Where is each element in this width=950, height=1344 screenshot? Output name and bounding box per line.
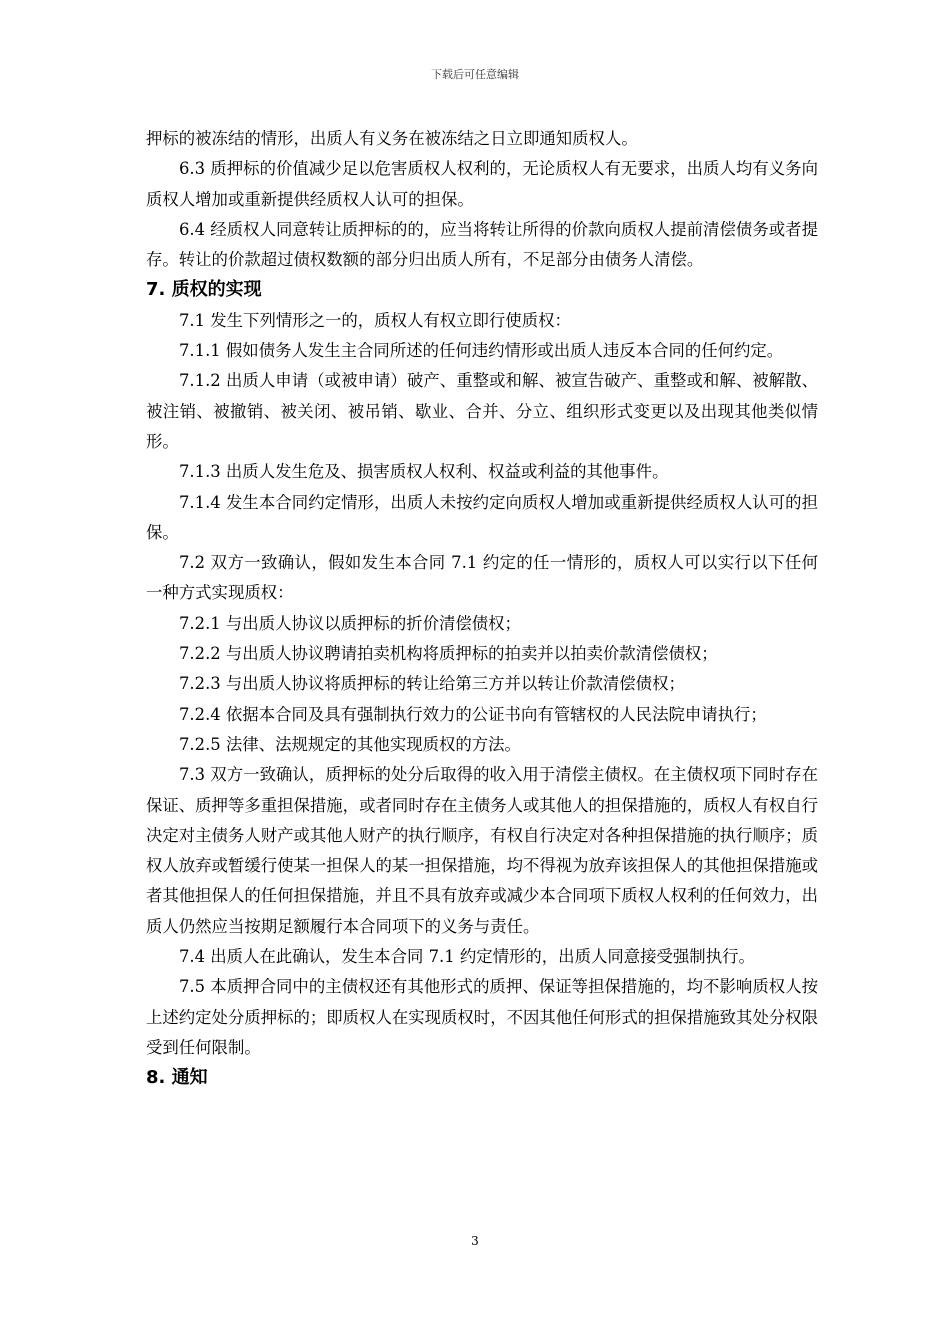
paragraph-7-4: 7.4 出质人在此确认，发生本合同 7.1 约定情形的，出质人同意接受强制执行。 xyxy=(179,947,755,967)
paragraph-6-3: 6.3 质押标的价值减少足以危害质权人权利的，无论质权人有无要求，出质人均有义务向质权人增加或重新提供经质权人认可的担保。 xyxy=(146,159,818,209)
paragraph-7-3: 7.3 双方一致确认，质押标的处分后取得的收入用于清偿主债权。在主债权项下同时存在保证、质押等多重担保措施，或者同时存在主债务人或其他人的担保措施的，质权人有权自行决定对主债务人财产或其他人财产的执行顺序，有权自行决定对各种担保措施的执行顺序；质权人放弃或暂缓行使某一担保人的某一担保措施，均不得视为放弃该担保人的其他担保措施或者其他担保人的任何担保措施，并且不具有放弃或减少本合同项下质权人权利的任何效力，出质人仍然应当按期足额履行本合同项下的义务与责任。 xyxy=(146,765,819,936)
document-body xyxy=(146,124,818,1094)
paragraph-6-2-continuation: 押标的被冻结的情形，出质人有义务在被冻结之日立即通知质权人。 xyxy=(146,129,638,148)
paragraph-7-1-3: 7.1.3 出质人发生危及、损害质权人权利、权益或利益的其他事件。 xyxy=(179,462,669,482)
paragraph-7-5: 7.5 本质押合同中的主债权还有其他形式的质押、保证等担保措施的，均不影响质权人按上述约定处分质押标的；即质权人在实现质权时，不因其他任何形式的担保措施致其处分权限受到任何限制。 xyxy=(146,977,819,1057)
paragraph-6-4: 6.4 经质权人同意转让质押标的的，应当将转让所得的价款向质权人提前清偿债务或者提存。转让的价款超过债权数额的部分归出质人所有，不足部分由债务人清偿。 xyxy=(146,219,818,270)
section-heading-8: 8. 通知 xyxy=(146,1067,208,1089)
section-heading-7: 7. 质权的实现 xyxy=(146,279,262,301)
paragraph-7-1-1: 7.1.1 假如债务人发生主合同所述的任何违约情形或出质人违反本合同的任何约定。 xyxy=(179,341,784,361)
paragraph-7-2: 7.2 双方一致确认，假如发生本合同 7.1 约定的任一情形的，质权人可以实行以下任何一种方式实现质权： xyxy=(146,553,818,603)
paragraph-7-2-5: 7.2.5 法律、法规规定的其他实现质权的方法。 xyxy=(179,734,521,754)
page-number: 3 xyxy=(471,1234,479,1248)
paragraph-7-2-4: 7.2.4 依据本合同及具有强制执行效力的公证书向有管辖权的人民法院申请执行； xyxy=(179,704,767,724)
paragraph-7-2-1: 7.2.1 与出质人协议以质押标的折价清偿债权； xyxy=(179,613,521,633)
page-header: 下载后可任意编辑 xyxy=(431,68,519,81)
paragraph-7-2-3: 7.2.3 与出质人协议将质押标的转让给第三方并以转让价款清偿债权； xyxy=(179,674,685,694)
paragraph-7-2-2: 7.2.2 与出质人协议聘请拍卖机构将质押标的拍卖并以拍卖价款清偿债权； xyxy=(179,644,718,664)
paragraph-7-1-4: 7.1.4 发生本合同约定情形，出质人未按约定向质权人增加或重新提供经质权人认可的担保。 xyxy=(146,492,818,542)
paragraph-7-1-2: 7.1.2 出质人申请（或被申请）破产、重整或和解、被宣告破产、重整或和解、被解散、被注销、被撤销、被关闭、被吊销、歇业、合并、分立、组织形式变更以及出现其他类似情形。 xyxy=(146,371,818,451)
paragraph-7-1: 7.1 发生下列情形之一的，质权人有权立即行使质权： xyxy=(179,310,571,330)
